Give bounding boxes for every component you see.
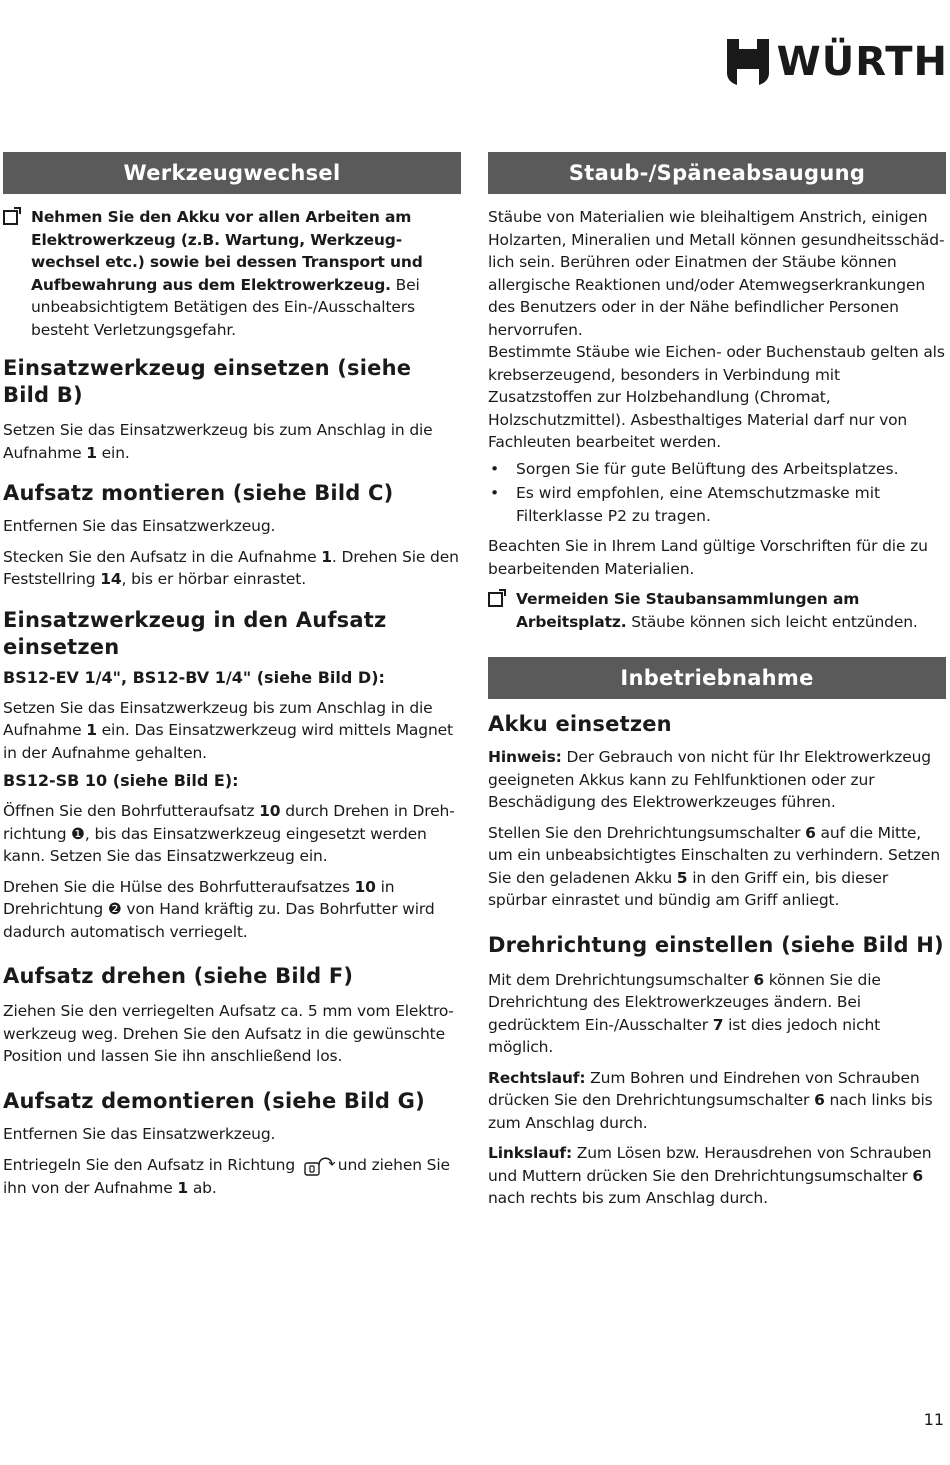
left-column — [3, 152, 461, 1200]
warning-normal-text: Stäube können sich leicht entzünden. — [626, 612, 918, 631]
paragraph: Bestimmte Stäube wie Eichen- oder Buchenstaub gelten als krebserzeugend, besonders in Verbindung mit Zusatzstoffen zur Holzbehandlung (Chromat, Holzschutzmittel). Asbesthaltiges Material darf nur von Fachleuten bearbeitet werden. — [488, 343, 945, 451]
heading-akku-einsetzen: Akku einsetzen — [488, 712, 672, 736]
warning-dust — [488, 588, 946, 633]
subheading-bs12-ev: BS12-EV 1/4", BS12-BV 1/4" (siehe Bild D): — [3, 667, 385, 687]
subheading-bs12-sb: BS12-SB 10 (siehe Bild E): — [3, 771, 239, 790]
paragraph: Setzen Sie das Einsatzwerkzeug bis zum Anschlag in die Aufnahme 1 ein. Das Einsatzwerkzeug wird mittels Magnet in der Aufnahme gehalten. — [3, 698, 453, 762]
paragraph: Entfernen Sie das Einsatzwerkzeug. — [3, 1124, 276, 1143]
checkbox-icon — [488, 592, 503, 607]
paragraph: Stäube von Materialien wie bleihaltigem Anstrich, einigen Holzarten, Mineralien und Metall können gesundheitsschädlich sein. Berühren oder Einatmen der Stäube können allergische Reaktionen und/oder Atemwegserkrankungen des Benutzers oder in der Nähe befindlicher Personen hervorrufen. — [488, 208, 945, 339]
paragraph: Stecken Sie den Aufsatz in die Aufnahme 1. Drehen Sie den Feststellring 14, bis er hörbar einrastet. — [3, 547, 459, 588]
list-item: • Sorgen Sie für gute Belüftung des Arbeitsplatzes. — [488, 458, 946, 481]
section-banner-inbetriebnahme: Inbetriebnahme — [488, 657, 946, 699]
direction-marker-2: ❷ — [107, 900, 122, 918]
right-column — [488, 152, 946, 1210]
warning-normal-text: Bei unbeabsichtigtem Betätigen des Ein-/Ausschalters besteht Verletzungsgefahr. — [31, 275, 420, 339]
bullet-list — [488, 458, 946, 528]
paragraph: Entriegeln Sie den Aufsatz in Richtung und ziehen Sie ihn von der Aufnahme 1 ab. — [3, 1153, 461, 1200]
paragraph: Ziehen Sie den verriegelten Aufsatz ca. 5 mm vom Elektrowerkzeug weg. Drehen Sie den Aufsatz in die gewünschte Position und lassen Sie ihn anschließend los. — [3, 1002, 454, 1065]
paragraph: Hinweis: Der Gebrauch von nicht für Ihr Elektrowerkzeug geeigneten Akkus kann zu Fehlfunktionen oder zur Beschädigung des Elektrowerkzeuges führen. — [488, 748, 931, 811]
paragraph: Beachten Sie in Ihrem Land gültige Vorschriften für die zu bearbeitenden Materialien. — [488, 537, 928, 578]
heading-drehrichtung: Drehrichtung einstellen (siehe Bild H) — [488, 932, 944, 957]
heading-aufsatz-montieren: Aufsatz montieren (siehe Bild C) — [3, 481, 394, 505]
wuerth-logo-icon — [727, 39, 769, 85]
section-banner-werkzeugwechsel: Werkzeugwechsel — [3, 152, 461, 194]
paragraph: Stellen Sie den Drehrichtungsumschalter 6 auf die Mitte, um ein unbeabsichtigtes Einschalten zu verhindern. Setzen Sie den geladenen Akku 5 in den Griff ein, bis dieser spürbar einrastet und bündig am Griff anliegt. — [488, 823, 941, 909]
brand-logo — [727, 38, 948, 86]
page-number: 11 — [923, 1410, 944, 1429]
checkbox-icon — [3, 210, 18, 225]
paragraph: Setzen Sie das Einsatzwerkzeug bis zum Anschlag in die Aufnahme 1 ein. — [3, 421, 433, 462]
brand-wordmark: WÜRTH — [776, 39, 948, 85]
paragraph: Rechtslauf: Zum Bohren und Eindrehen von Schrauben drücken Sie den Drehrichtungsumschalter 6 nach links bis zum Anschlag durch. — [488, 1068, 933, 1132]
section-banner-staub: Staub-/Späneabsaugung — [488, 152, 946, 194]
heading-einsatzwerkzeug-einsetzen: Einsatzwerkzeug einsetzen (siehe Bild B) — [3, 356, 412, 407]
paragraph: Drehen Sie die Hülse des Bohrfutteraufsatzes 10 in Drehrichtung ❷ von Hand kräftig zu. Das Bohrfutter wird dadurch automatisch verriegelt. — [3, 877, 435, 941]
warning-bold-text: Nehmen Sie den Akku vor allen Arbeiten am Elektrowerkzeug (z.B. Wartung, Werkzeugwechsel etc.) sowie bei dessen Transport und Aufbewahrung aus dem Elektrowerkzeug. — [31, 208, 423, 294]
list-item: • Es wird empfohlen, eine Atemschutzmaske mit Filterklasse P2 zu tragen. — [488, 482, 946, 527]
direction-marker-1: ❶ — [71, 824, 85, 843]
warning-battery — [3, 206, 461, 341]
heading-einsatzwerkzeug-aufsatz: Einsatzwerkzeug in den Aufsatz einsetzen — [3, 607, 387, 659]
heading-aufsatz-demontieren: Aufsatz demontieren (siehe Bild G) — [3, 1088, 425, 1113]
unlock-icon — [302, 1153, 336, 1177]
paragraph: Entfernen Sie das Einsatzwerkzeug. — [3, 517, 276, 535]
paragraph: Mit dem Drehrichtungsumschalter 6 können Sie die Drehrichtung des Elektrowerkzeuges ändern. Bei gedrücktem Ein-/Ausschalter 7 ist dies jedoch nicht möglich. — [488, 970, 881, 1056]
paragraph: Öffnen Sie den Bohrfutteraufsatz 10 durch Drehen in Drehrichtung ❶, bis das Einsatzwerkzeug eingesetzt werden kann. Setzen Sie das Einsatzwerkzeug ein. — [3, 802, 455, 865]
warning-bold-text: Vermeiden Sie Staubansammlungen am Arbeitsplatz. — [516, 590, 860, 631]
paragraph: Linkslauf: Zum Lösen bzw. Herausdrehen von Schrauben und Muttern drücken Sie den Drehrichtungsumschalter 6 nach rechts bis zum Anschlag durch. — [488, 1144, 932, 1207]
heading-aufsatz-drehen: Aufsatz drehen (siehe Bild F) — [3, 964, 354, 988]
